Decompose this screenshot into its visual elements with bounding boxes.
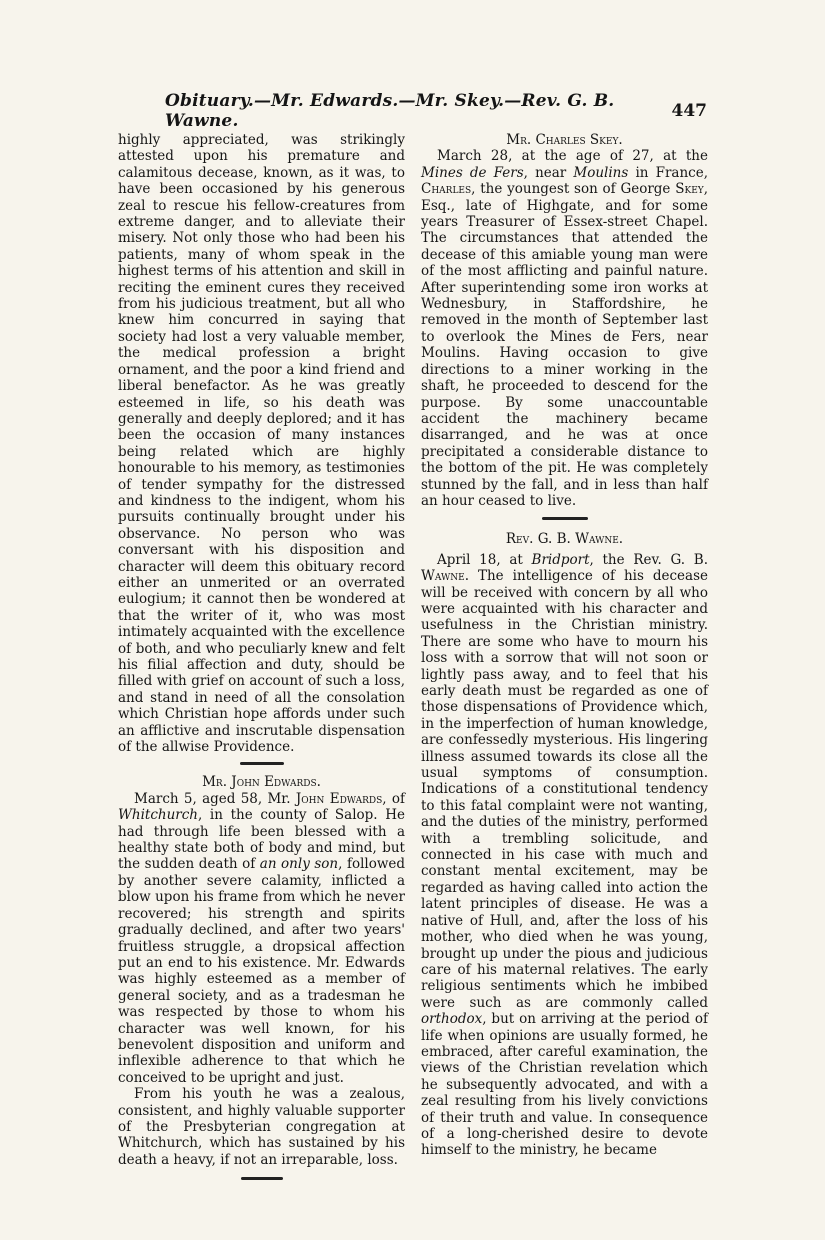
skey-name: Charles — [421, 181, 472, 198]
orthodox-emphasis: orthodox — [421, 1011, 483, 1028]
edwards-paragraph — [118, 791, 405, 1086]
skey-paragraph — [421, 148, 708, 509]
edwards-place: Whitchurch — [118, 807, 198, 824]
edwards-paragraph-2: From his youth he was a zealous, consistent, and highly valuable supporter of the Presbyterian congregation at Whitchurch, which has sustained by his death a heavy, if not an irreparable, loss. — [118, 1086, 405, 1168]
text-fragment: , followed by another severe calamity, inflicted a blow upon his frame from which he never recovered; his strength and spirits gradually declined, and after two years' fruitless struggle, a dropsical affection put an end to his existence. Mr. Edwards was highly esteemed as a member of general society, and as a tradesman he was respected by those to whom his character was well known, for his benevolent disposition and uniform and inflexible adherence to that which he conceived to be upright and just. — [118, 856, 406, 1086]
skey-place: Mines de Fers — [421, 164, 524, 181]
wawne-date: April 18, at — [437, 551, 523, 568]
edwards-heading: Mr. John Edwards. — [202, 774, 321, 791]
edwards-name: John Edwards — [295, 790, 383, 807]
text-fragment: , the youngest son of George — [471, 181, 671, 198]
skey-surname: Skey — [675, 181, 704, 198]
text-fragment: , Esq., late of Highgate, and for some years Treasurer of Essex-street Chapel. The circumstances that attended the decease of this amiable young man were of the most afflicting and painful nature. After superintending some iron works at Wednesbury, in Staffordshire, he removed in the month of September last to overlook the Mines de Fers, near Moulins. Having occasion to give directions to a miner working in the shaft, he proceeded to descend for the purpose. By some unaccountable accident the machinery became disarranged, and he was at once precipitated a considerable distance to the bottom of the pit. He was completely stunned by the fall, and in less than half an hour ceased to live. — [421, 181, 708, 509]
skey-heading: Mr. Charles Skey. — [506, 132, 623, 148]
section-divider — [240, 762, 284, 765]
wawne-name: Wawne — [421, 568, 465, 585]
text-fragment: , in the county of Salop. He had through life been blessed with a healthy state both of body and mind, but the sudden death of — [118, 807, 405, 873]
section-divider — [542, 517, 588, 520]
right-column — [421, 132, 708, 1159]
wawne-paragraph — [421, 552, 708, 1159]
continued-obituary-paragraph: highly appreciated, was strikingly attested upon his premature and calamitous decease, known, as it was, to have been occasioned by his generous zeal to rescue his fellow-creatures from extreme danger, and to alleviate their misery. Not only those who had been his patients, many of whom speak in the highest terms of his attention and skill in reciting the eminent cures they received from his judicious treatment, but all who knew him concurred in saying that society had lost a very valuable member, the medical profession a bright ornament, and the poor a kind friend and liberal benefactor. As he was greatly esteemed in life, so his death was generally and deeply deplored; and it has been the occasion of many instances being related which are highly honourable to his memory, as testimonies of tender sympathy for the distressed and kindness to the indigent, whom his pursuits continually brought under his observance. No person who was conversant with his disposition and character will deem this obituary record either an unmerited or an overrated eulogium; it cannot then be wondered at that the writer of it, who was most intimately acquainted with the excellence of both, and who peculiarly knew and felt his filial affection and duty, should be filled with grief on account of such a loss, and stand in need of all the consolation which Christian hope affords under such an afflictive and inscrutable dispensation of the allwise Providence. — [118, 132, 405, 756]
only-son-emphasis: an only son — [259, 856, 339, 873]
wawne-heading: Rev. G. B. Wawne. — [505, 531, 624, 548]
text-fragment: , near — [523, 164, 567, 181]
text-fragment: , the Rev. G. B. — [589, 551, 708, 568]
skey-date: March 28, at the age of 27, at the — [437, 148, 708, 165]
text-fragment: . The intelligence of his decease will be received with concern by all who were acquainted with his character and usefulness in the Christian ministry. There are some who have to mourn his loss with a sorrow that will not soon or lightly pass away, and to feel that his early death must be regarded as one of those dispensations of Providence which, in the imperfection of human knowledge, are confessedly mysterious. His lingering illness assumed towards its close all the usual symptoms of consumption. Indications of a constitutional tendency to this fatal complaint were not wanting, and the duties of the ministry, performed with a trembling solicitude, and connected in his case with much and constant mental excitement, may be regarded as having called into action the latent principles of disease. He was a native of Hull, and, after the loss of his mother, who died when he was young, brought up under the pious and judicious care of his maternal relatives. The early religious sentiments which he imbibed were such as are commonly called — [421, 568, 708, 1011]
edwards-date: March 5, aged 58, Mr. — [134, 790, 291, 807]
running-title: Obituary.—Mr. Edwards.—Mr. Skey.—Rev. G. B. Wawne. — [165, 91, 615, 131]
wawne-place: Bridport — [531, 551, 590, 568]
skey-place-2: Moulins — [573, 164, 629, 181]
text-fragment: in France, — [635, 164, 708, 181]
section-divider — [241, 1177, 283, 1180]
left-column — [118, 132, 405, 1180]
text-fragment: , of — [382, 790, 405, 807]
page-number: 447 — [671, 101, 707, 121]
text-fragment: , but on arriving at the period of life when opinions are usually formed, he embraced, after careful examination, the views of the Christian revelation which he subsequently advocated, and with a zeal resulting from his lively convictions of their truth and value. In consequence of a long-cherished desire to devote himself to the ministry, he became — [421, 1011, 708, 1159]
